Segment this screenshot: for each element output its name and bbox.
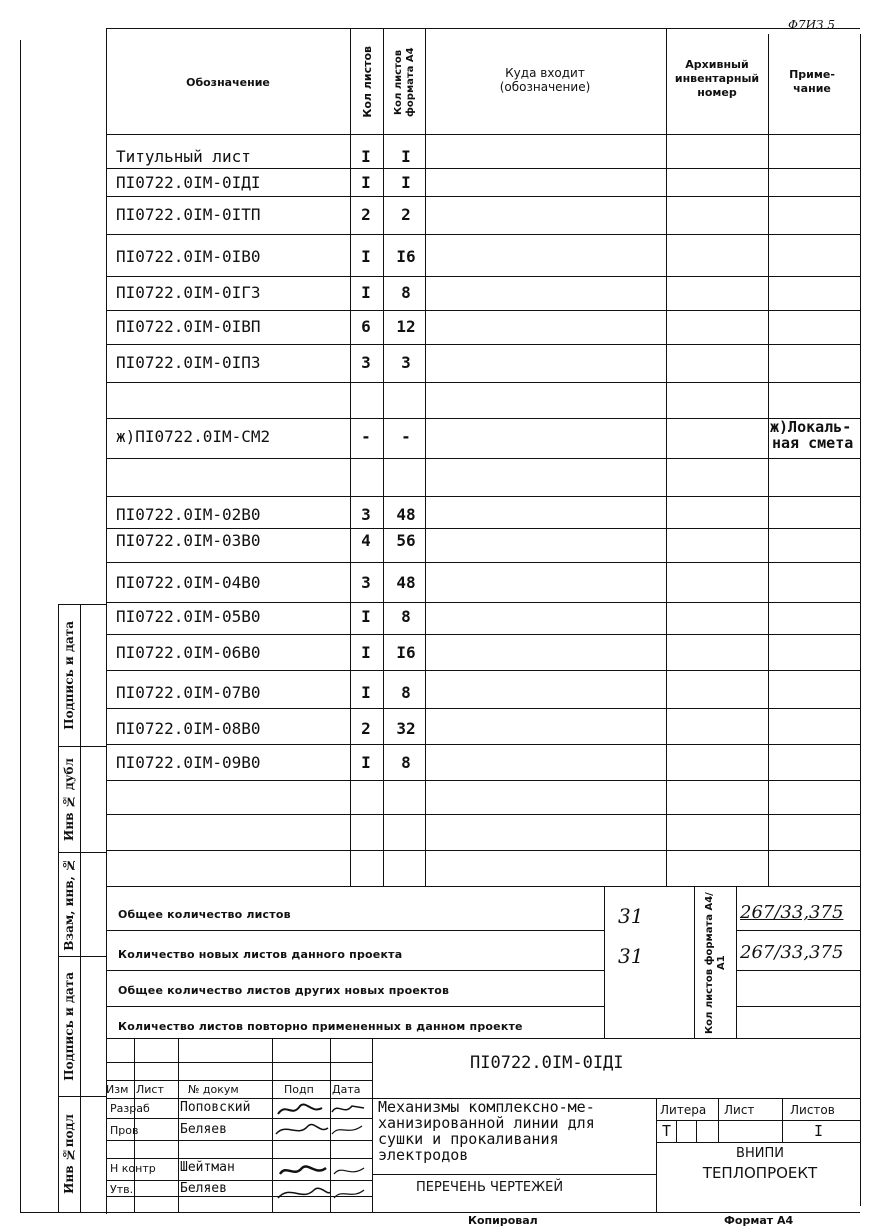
- row-sheets: I: [361, 607, 371, 626]
- summary-row-line: [736, 970, 860, 971]
- row-sheets: 3: [361, 573, 371, 592]
- header-primechanie: Приме- чание: [789, 68, 835, 95]
- tb-razrab-name: Поповский: [180, 1100, 251, 1115]
- footer-format: Формат А4: [724, 1214, 794, 1227]
- tb-col-izm: Изм: [106, 1083, 129, 1096]
- header-kol-listov-a4: Кол листов формата А4: [393, 47, 416, 117]
- tb-utv-name: Беляев: [180, 1181, 227, 1196]
- row-line: [106, 310, 860, 311]
- side-stamp-line: [80, 604, 81, 1212]
- summary-total-value: 31: [618, 904, 644, 928]
- row-a4-sheets: 48: [396, 573, 416, 592]
- row-designation: ПI0722.0IМ-04В0: [116, 573, 261, 592]
- tb-line: [696, 1120, 697, 1142]
- row-line: [106, 382, 860, 383]
- row-sheets: 3: [361, 353, 371, 372]
- row-line: [106, 418, 860, 419]
- summary-col-line: [604, 886, 605, 1038]
- header-kol-listov: Кол листов: [360, 46, 374, 118]
- row-line: [106, 562, 860, 563]
- summary-row-line: [736, 1006, 860, 1007]
- row-line: [106, 458, 860, 459]
- tb-row-line: [656, 1120, 860, 1121]
- tb-prov-role: Пров: [110, 1124, 139, 1137]
- header-kuda-vkhodit: Куда входит (обозначение): [499, 66, 591, 94]
- header-arkhivny: Архивный инвентарный номер: [674, 58, 760, 99]
- summary-row-line: [106, 1006, 604, 1007]
- row-line: [106, 528, 860, 529]
- row-a4-sheets: 48: [396, 505, 416, 524]
- row-sheets: I: [361, 753, 371, 772]
- row-line: [106, 276, 860, 277]
- row-a4-sheets: I: [401, 147, 411, 166]
- tb-litera-label: Литера: [660, 1103, 707, 1117]
- row-designation: ПI0722.0IМ-0IВ0: [116, 247, 261, 266]
- summary-total-label: Общее количество листов: [118, 908, 291, 921]
- tb-row-line: [656, 1142, 860, 1143]
- row-sheets: 3: [361, 505, 371, 524]
- row-note: ж)Локаль-: [770, 418, 852, 436]
- frame-bottom-line: [20, 1212, 860, 1213]
- row-a4-sheets: I6: [396, 247, 416, 266]
- summary-new-label: Количество новых листов данного проекта: [118, 948, 403, 961]
- row-note: ная смета: [772, 434, 854, 452]
- row-line: [106, 602, 860, 603]
- side-podpis-data-2: Подпись и дата: [62, 971, 76, 1081]
- side-vzam-inv: Взам, инв, №: [62, 857, 76, 951]
- row-line: [106, 814, 860, 815]
- row-a4-sheets: 8: [401, 683, 411, 702]
- col-line-5: [768, 34, 769, 886]
- summary-reused-label: Количество листов повторно примененных в данном проекте: [118, 1020, 523, 1033]
- row-line: [106, 850, 860, 851]
- summary-a4a1-label: Кол листов формата А4/А1: [704, 892, 727, 1034]
- row-designation: ПI0722.0IМ-09В0: [116, 753, 261, 772]
- page-edge-line: [20, 40, 21, 1212]
- tb-title-line-1: Механизмы комплексно-ме-: [378, 1098, 595, 1116]
- row-designation: ПI0722.0IМ-03В0: [116, 531, 261, 550]
- tb-razrab-role: Разраб: [110, 1102, 150, 1115]
- frame-left-line: [106, 28, 107, 1214]
- tb-listov-value: I: [814, 1122, 824, 1140]
- row-sheets: I: [361, 283, 371, 302]
- side-podpis-data-1: Подпись и дата: [62, 620, 76, 730]
- tb-col-list: Лист: [136, 1083, 164, 1096]
- col-line-3: [425, 28, 426, 886]
- signatures-graphic: [272, 1098, 372, 1212]
- tb-code: ПI0722.0IМ-0IДI: [470, 1053, 624, 1073]
- tb-line: [372, 1038, 373, 1212]
- header-oboznachenie: Обозначение: [186, 76, 270, 89]
- row-sheets: 6: [361, 317, 371, 336]
- summary-other-label: Общее количество листов других новых проектов: [118, 984, 450, 997]
- row-line: [106, 780, 860, 781]
- tb-org-line-1: ВНИПИ: [736, 1146, 784, 1161]
- row-sheets: I: [361, 643, 371, 662]
- row-line: [106, 708, 860, 709]
- row-designation: ПI0722.0IМ-0IГЗ: [116, 283, 261, 302]
- tb-title-line-2: ханизированной линии для: [378, 1114, 595, 1132]
- row-sheets: -: [361, 427, 371, 446]
- row-sheets: I: [361, 247, 371, 266]
- tb-line: [178, 1038, 179, 1212]
- tb-litera-value: Т: [662, 1122, 672, 1140]
- row-line: [106, 670, 860, 671]
- row-sheets: 2: [361, 719, 371, 738]
- tb-col-podp: Подп: [284, 1083, 314, 1096]
- row-a4-sheets: I: [401, 173, 411, 192]
- row-a4-sheets: 3: [401, 353, 411, 372]
- row-a4-sheets: -: [401, 427, 411, 446]
- summary-bottom-line: [106, 1038, 860, 1039]
- tb-nkontr-role: Н контр: [110, 1162, 156, 1175]
- tb-row-line: [106, 1080, 372, 1081]
- col-line-4: [666, 28, 667, 886]
- row-designation: ПI0722.0IМ-07В0: [116, 683, 261, 702]
- summary-new-value: 31: [618, 944, 644, 968]
- row-designation: ПI0722.0IМ-06В0: [116, 643, 261, 662]
- summary-top-line: [106, 886, 860, 887]
- tb-row-line: [372, 1174, 656, 1175]
- row-line: [106, 744, 860, 745]
- row-sheets: 2: [361, 205, 371, 224]
- tb-list-label: Лист: [724, 1103, 755, 1117]
- row-sheets: I: [361, 147, 371, 166]
- tb-col-data: Дата: [332, 1083, 361, 1096]
- row-line: [106, 234, 860, 235]
- summary-a4a1-total: 267/33,375: [740, 902, 844, 923]
- tb-col-dokum: № докум: [188, 1083, 239, 1096]
- summary-row-line: [106, 970, 604, 971]
- row-a4-sheets: 32: [396, 719, 416, 738]
- row-line: [106, 196, 860, 197]
- tb-utv-role: Утв.: [110, 1183, 134, 1196]
- row-designation: ПI0722.0IМ-0IТП: [116, 205, 261, 224]
- tb-doc-type: ПЕРЕЧЕНЬ ЧЕРТЕЖЕЙ: [416, 1180, 564, 1195]
- row-designation: ПI0722.0IМ-0IВП: [116, 317, 261, 336]
- row-a4-sheets: 12: [396, 317, 416, 336]
- row-a4-sheets: I6: [396, 643, 416, 662]
- row-designation: ПI0722.0IМ-0IПЗ: [116, 353, 261, 372]
- col-line-2: [383, 28, 384, 886]
- tb-row-line: [106, 1062, 372, 1063]
- tb-title-line-3: сушки и прокаливания: [378, 1130, 559, 1148]
- summary-col-line: [694, 886, 695, 1038]
- summary-row-line: [736, 930, 860, 931]
- row-a4-sheets: 56: [396, 531, 416, 550]
- tb-listov-label: Листов: [790, 1103, 835, 1117]
- row-designation: Титульный лист: [116, 147, 251, 166]
- tb-title-line-4: электродов: [378, 1146, 469, 1164]
- summary-row-line: [106, 930, 604, 931]
- row-sheets: I: [361, 173, 371, 192]
- frame-top-line: [106, 28, 860, 29]
- row-designation: ПI0722.0IМ-02В0: [116, 505, 261, 524]
- row-a4-sheets: 8: [401, 607, 411, 626]
- side-inv-podl: Инв №подл: [62, 1114, 76, 1194]
- row-line: [106, 634, 860, 635]
- row-a4-sheets: 8: [401, 753, 411, 772]
- row-sheets: 4: [361, 531, 371, 550]
- summary-a4a1-new: 267/33,375: [740, 942, 844, 963]
- tb-line: [656, 1098, 657, 1212]
- summary-col-line: [736, 886, 737, 1038]
- tb-line: [676, 1120, 677, 1142]
- row-designation: ПI0722.0IМ-0IДI: [116, 173, 261, 192]
- row-line: [106, 168, 860, 169]
- footer-kopiroval: Копировал: [468, 1214, 538, 1227]
- row-line: [106, 344, 860, 345]
- row-a4-sheets: 8: [401, 283, 411, 302]
- side-inv-dubl: Инв № дубл: [62, 757, 76, 841]
- header-separator: [106, 134, 860, 135]
- frame-right-line: [860, 34, 861, 1206]
- row-a4-sheets: 2: [401, 205, 411, 224]
- row-sheets: I: [361, 683, 371, 702]
- tb-nkontr-name: Шейтман: [180, 1160, 235, 1175]
- tb-prov-name: Беляев: [180, 1122, 227, 1137]
- row-designation: ПI0722.0IМ-05В0: [116, 607, 261, 626]
- row-line: [106, 496, 860, 497]
- row-designation: ПI0722.0IМ-08В0: [116, 719, 261, 738]
- row-designation: ж)ПI0722.0IМ-СМ2: [116, 427, 271, 446]
- corner-mark: Ф7ИЗ 5: [788, 18, 835, 32]
- tb-org-line-2: ТЕПЛОПРОЕКТ: [702, 1164, 818, 1182]
- col-line-1: [350, 28, 351, 886]
